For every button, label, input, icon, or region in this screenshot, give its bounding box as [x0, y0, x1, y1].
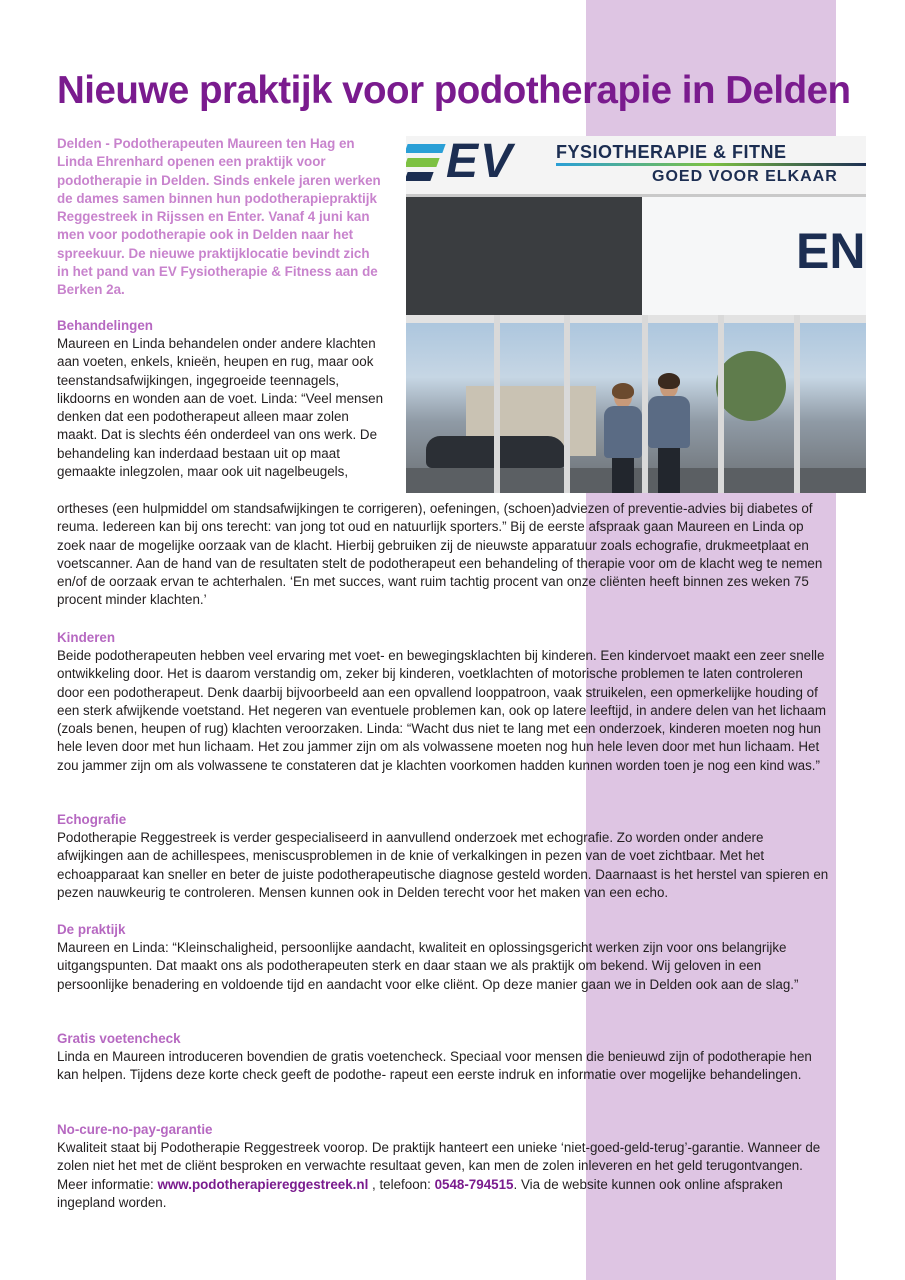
heading-gratis-voetencheck: Gratis voetencheck — [57, 1031, 181, 1046]
heading-echografie: Echografie — [57, 812, 127, 827]
sign-line-1: FYSIOTHERAPIE & FITNE — [556, 142, 787, 162]
echografie-text: Podotherapie Reggestreek is verder gespecialiseerd in aanvullend onderzoek met echografie. Zo worden onder andere afwijkingen aan de achillespees, meniscusproblemen in de knie of verkalkingen in pezen van de voet zichtbaar. Met het echoapparaat kan sneller en beter de juiste podotherapeutische diagnose gesteld worden. Daarnaast is het herstel van spieren en pezen nauwkeurig te controleren. Mensen kunnen ook in Delden terecht voor het maken van een echo. — [57, 830, 829, 900]
article-title: Nieuwe praktijk voor podotherapie in Delden — [57, 69, 851, 112]
building-sign — [406, 136, 866, 197]
website-link[interactable]: www.podotherapiereggestreek.nl — [157, 1176, 369, 1192]
facade-letters: EN — [796, 223, 866, 279]
person-linda — [648, 376, 690, 493]
sign-logo: EV — [446, 136, 515, 188]
article-lead: Delden - Podotherapeuten Maureen ten Hag en Linda Ehrenhard openen een praktijk voor podotherapie in Delden. Sinds enkele jaren werken de dames samen binnen hun podotherapiepraktijk Reggestreek in Rijssen en Enter. Vanaf 4 juni kan men voor podotherapie ook in Delden naar het spreekuur. De nieuwe praktijklocatie bevindt zich in het pand van EV Fysiotherapie & Fitness aan de Berken 2a. — [57, 136, 381, 298]
behandelingen-text: ortheses (een hulpmiddel om standsafwijkingen te corrigeren), oefeningen, (schoen)adviezen of preventie-advies bij diabetes of reuma. Iedereen kan bij ons terecht: van jong tot oud en natuurlijk sporters.” Bij de eerste afspraak gaan Maureen en Linda op zoek naar de mogelijke oorzaak van de klacht. Hierbij gebruiken zij de nieuwste apparatuur zoals echografie, drukmeetplaat en voetscanner. Aan de hand van de resultaten stelt de podotherapeut een behandeling of therapie voor om de klacht weg te nemen en/of de oorzaak ervan te achterhalen. ‘En met succes, want ruim tachtig procent van onze cliënten heeft binnen zes weken 75 procent minder klachten.’ — [57, 501, 823, 608]
phone-number[interactable]: 0548-794515 — [434, 1176, 514, 1192]
kinderen-text: Beide podotherapeuten hebben veel ervaring met voet- en bewegingsklachten bij kinderen. Een kindervoet maakt een zeer snelle ontwikkeling door. Het is daarom verstandig om, zeker bij kinderen, voetklachten of motorische problemen te laten controleren door een podotherapeut. Denk daarbij bijvoorbeeld aan een opvallend looppatroon, vaak struikelen, een opmerkelijke houding of een sterk afwijkende voetstand. Het negeren van eventuele problemen kan, ook op latere leeftijd, in andere delen van het lichaam (zoals benen, heupen of rug) klachten veroorzaken. Linda: “Wacht dus niet te lang met een onderzoek, kinderen moeten nog hun hele leven door met hun lichaam. Het zou jammer zijn om als volwassene moeten nog hun hele leven door met hun lichaam. Het zou jammer zijn om als volwassene te constateren dat je klachten voorkomen hadden kunnen worden toen je nog een kind was.” — [57, 648, 826, 773]
article-photo — [406, 136, 866, 493]
heading-kinderen: Kinderen — [57, 630, 116, 645]
behandelingen-column-text: Maureen en Linda behandelen onder andere klachten aan voeten, enkels, knieën, heupen en rug, maar ook teenstandsafwijkingen, ingegroeide teennagels, likdoorns en wonden aan de voet. Linda: “Veel mensen denken dat een podotherapeut alleen maar zolen maakt. Dat is slechts één onderdeel van ons werk. De behandeling kan inderdaad bestaan uit op maat gemaakte inlegzolen, maar ook uit nagelbeugels, — [57, 336, 384, 480]
person-maureen — [604, 386, 642, 493]
garantie-text: Kwaliteit staat bij Podotherapie Reggestreek voorop. De praktijk hanteert een unieke ‘niet-goed-geld-terug’-garantie. Wanneer de zolen niet het met de cliënt besproken en verwachte resultaat geven, kan men de zolen inleveren en het geld terugontvangen. Meer informatie: www.podotherapiereggestreek.nl , telefoon: 0548-794515. Via de website kunnen ook online afspraken ingepland worden. — [57, 1140, 821, 1210]
heading-de-praktijk: De praktijk — [57, 922, 126, 937]
heading-no-cure-no-pay: No-cure-no-pay-garantie — [57, 1122, 213, 1137]
sign-line-2: GOED VOOR ELKAAR — [652, 168, 838, 185]
praktijk-text: Maureen en Linda: “Kleinschaligheid, persoonlijke aandacht, kwaliteit en oplossingsgericht werken zijn voor ons belangrijke uitgangspunten. Dat maakt ons als podotherapeuten sterk en daar staan we als praktijk om bekend. Wij geloven in een persoonlijke benadering en voldoende tijd en aandacht voor elke cliënt. Op deze manier gaan we in Delden ook aan de slag.” — [57, 940, 799, 992]
heading-behandelingen: Behandelingen — [57, 318, 153, 333]
voetencheck-text: Linda en Maureen introduceren bovendien de gratis voetencheck. Speciaal voor mensen die benieuwd zijn of podotherapie hen kan helpen. Tijdens deze korte check geeft de podothe- rapeut een eerste indruk en informatie over mogelijke behandelingen. — [57, 1049, 812, 1083]
facade-dark-panel — [406, 197, 642, 315]
